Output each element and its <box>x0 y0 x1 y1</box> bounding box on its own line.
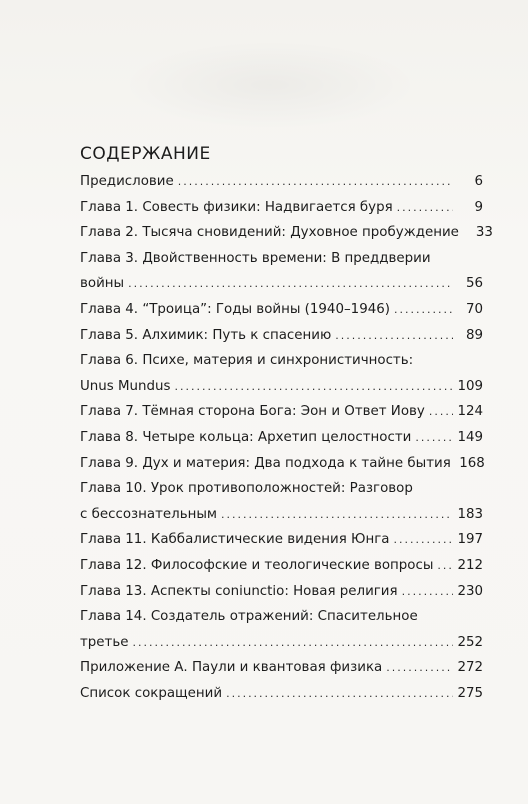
toc-page-number: 275 <box>457 685 483 701</box>
toc-page-number: 149 <box>457 429 483 445</box>
toc-page-number: 272 <box>457 660 483 676</box>
toc-entry-continued <box>80 348 483 374</box>
toc-entry <box>80 297 483 323</box>
toc-page-number: 212 <box>457 557 483 573</box>
dot-leader <box>437 553 453 579</box>
dot-leader <box>128 271 453 297</box>
toc-entry <box>80 271 483 297</box>
dot-leader <box>226 681 453 707</box>
toc-page-number: 109 <box>457 378 483 394</box>
toc-entry-title: Глава 10. Урок противоположностей: Разговор <box>80 481 413 497</box>
toc-page-number: 56 <box>465 276 483 292</box>
toc-page-number: 230 <box>457 583 483 599</box>
toc-entry <box>80 502 483 528</box>
toc-entry-title: Список сокращений <box>80 685 223 701</box>
toc-entry-title: Глава 9. Дух и материя: Два подхода к тайне бытия <box>80 455 451 471</box>
toc-entry-title: Глава 1. Совесть физики: Надвигается буря <box>80 199 393 215</box>
toc-entry-title: Глава 11. Каббалистические видения Юнга <box>80 532 390 548</box>
toc-entry-title: войны <box>80 276 125 292</box>
toc-entry-title: Глава 5. Алхимик: Путь к спасению <box>80 327 332 343</box>
dot-leader <box>415 425 453 451</box>
toc-page-number: 33 <box>475 225 493 241</box>
dot-leader <box>429 399 453 425</box>
toc-entry <box>80 374 483 400</box>
toc-entry-title: с бессознательным <box>80 506 218 522</box>
toc-entry-title: Предисловие <box>80 174 174 189</box>
toc-entry <box>80 425 483 451</box>
bleed-through-shadow <box>120 40 420 130</box>
toc-page-number: 124 <box>457 404 483 420</box>
toc-entry-title: Приложение А. Паули и квантовая физика <box>80 660 383 676</box>
toc-entry-title: третье <box>80 634 129 650</box>
dot-leader <box>394 297 453 323</box>
toc-entry <box>80 553 483 579</box>
toc-entry-title: Глава 3. Двойственность времени: В преддверии <box>80 250 431 266</box>
dot-leader <box>394 527 453 553</box>
toc-entry-title: Глава 6. Психе, материя и синхронистичность: <box>80 353 414 369</box>
toc-entry <box>80 195 483 221</box>
toc-entry <box>80 169 483 195</box>
toc-entry <box>80 451 483 477</box>
dot-leader <box>402 579 453 605</box>
toc-page-number: 197 <box>457 532 483 548</box>
toc-page-number: 9 <box>474 199 483 215</box>
toc-entry-title: Глава 12. Философские и теологические вопросы <box>80 557 434 573</box>
toc-entry-title: Глава 8. Четыре кольца: Архетип целостности <box>80 429 412 445</box>
dot-leader <box>397 195 453 221</box>
toc-entry <box>80 681 483 707</box>
toc-entry-title: Глава 7. Тёмная сторона Бога: Эон и Ответ Иову <box>80 404 425 420</box>
toc-page-number: 89 <box>465 327 483 343</box>
toc-page-number: 6 <box>474 174 483 189</box>
dot-leader <box>335 323 453 349</box>
toc-entry-title: Unus Mundus <box>80 378 171 394</box>
dot-leader <box>221 502 453 528</box>
toc-entry-title: Глава 13. Аспекты coniunctio: Новая религия <box>80 583 398 599</box>
toc-entry-title: Глава 4. “Троица”: Годы войны (1940–1946) <box>80 301 390 317</box>
toc-entry-title: Глава 2. Тысяча сновидений: Духовное пробуждение <box>80 225 459 241</box>
toc-entry <box>80 399 483 425</box>
toc-entry <box>80 323 483 349</box>
toc-entry <box>80 527 483 553</box>
toc-entry-continued <box>80 476 483 502</box>
dot-leader <box>132 630 453 656</box>
table-of-contents <box>80 169 493 706</box>
toc-entry <box>80 655 483 681</box>
toc-page-number: 183 <box>457 506 483 522</box>
toc-page-number: 70 <box>465 301 483 317</box>
toc-entry <box>80 220 493 246</box>
toc-entry <box>80 630 483 656</box>
toc-page-number: 252 <box>457 634 483 650</box>
toc-entry-continued <box>80 604 483 630</box>
toc-entry-continued <box>80 246 483 272</box>
dot-leader <box>175 374 454 400</box>
dot-leader <box>178 169 453 195</box>
toc-title: СОДЕРЖАНИЕ <box>80 144 211 164</box>
toc-entry <box>80 579 483 605</box>
dot-leader <box>386 655 453 681</box>
toc-page-number: 168 <box>459 455 485 471</box>
toc-entry-title: Глава 14. Создатель отражений: Спасительное <box>80 609 418 625</box>
